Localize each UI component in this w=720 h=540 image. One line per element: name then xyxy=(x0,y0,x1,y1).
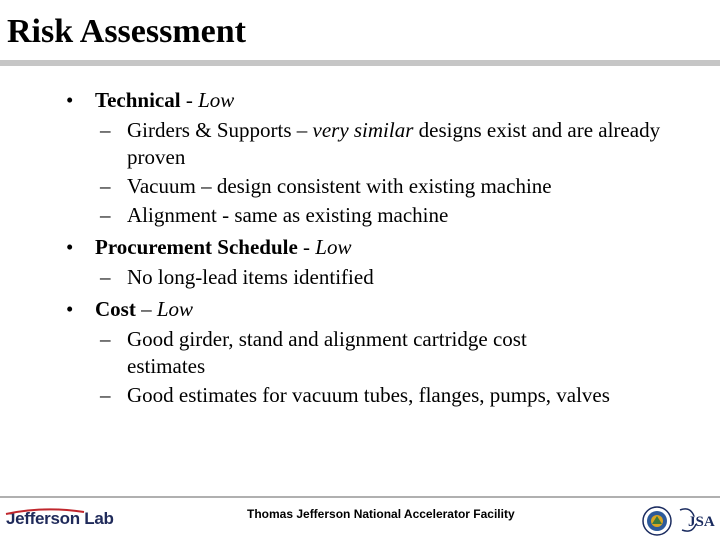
lab-name: Thomas Jefferson National Accelerator Facility xyxy=(247,507,515,521)
sub-bullet: – Good girder, stand and alignment cartridge cost estimates xyxy=(100,327,527,378)
bullet-dot: • xyxy=(66,235,74,259)
en-dash: – xyxy=(100,203,111,227)
bullet-dot: • xyxy=(66,88,74,112)
en-dash: – xyxy=(100,265,111,289)
sub-bullet: – No long-lead items identified xyxy=(100,265,374,289)
slide-content xyxy=(0,86,720,409)
jefferson-lab-swoosh-icon xyxy=(4,508,114,536)
bullet-sep: - xyxy=(180,88,199,112)
bullet-rating: Low xyxy=(156,297,194,321)
en-dash: – xyxy=(100,174,111,198)
bullet-sep: - xyxy=(297,235,316,259)
en-dash: – xyxy=(100,118,111,142)
bullet-procurement-schedule xyxy=(0,233,720,262)
slide-title: Risk Assessment xyxy=(7,13,246,50)
bullet-label: Technical xyxy=(95,88,181,112)
bullet-dot: • xyxy=(66,297,74,321)
doe-seal-icon xyxy=(642,506,672,536)
jefferson-lab-logo: Jefferson Lab xyxy=(6,509,114,528)
bullet-rating: Low xyxy=(315,235,352,259)
sub-bullet: – Vacuum – design consistent with existing machine xyxy=(100,174,552,198)
footer xyxy=(0,498,720,540)
title-rule xyxy=(0,60,720,66)
sub-bullet: – Good estimates for vacuum tubes, flanges, pumps, valves xyxy=(100,383,610,407)
bullet-technical xyxy=(0,86,720,115)
bullet-label: Procurement Schedule xyxy=(95,235,298,259)
bullet-cost xyxy=(0,295,720,324)
sub-bullet: – Girders & Supports – very similar designs exist and are already proven xyxy=(100,118,661,169)
jsa-logo xyxy=(676,504,716,536)
bullet-label: Cost xyxy=(95,297,136,321)
en-dash: – xyxy=(100,383,111,407)
sub-bullet: – Alignment - same as existing machine xyxy=(100,203,449,227)
bullet-rating: Low xyxy=(198,88,235,112)
en-dash: – xyxy=(100,327,111,351)
svg-text:JSA: JSA xyxy=(688,514,715,530)
bullet-sep: – xyxy=(135,297,157,321)
